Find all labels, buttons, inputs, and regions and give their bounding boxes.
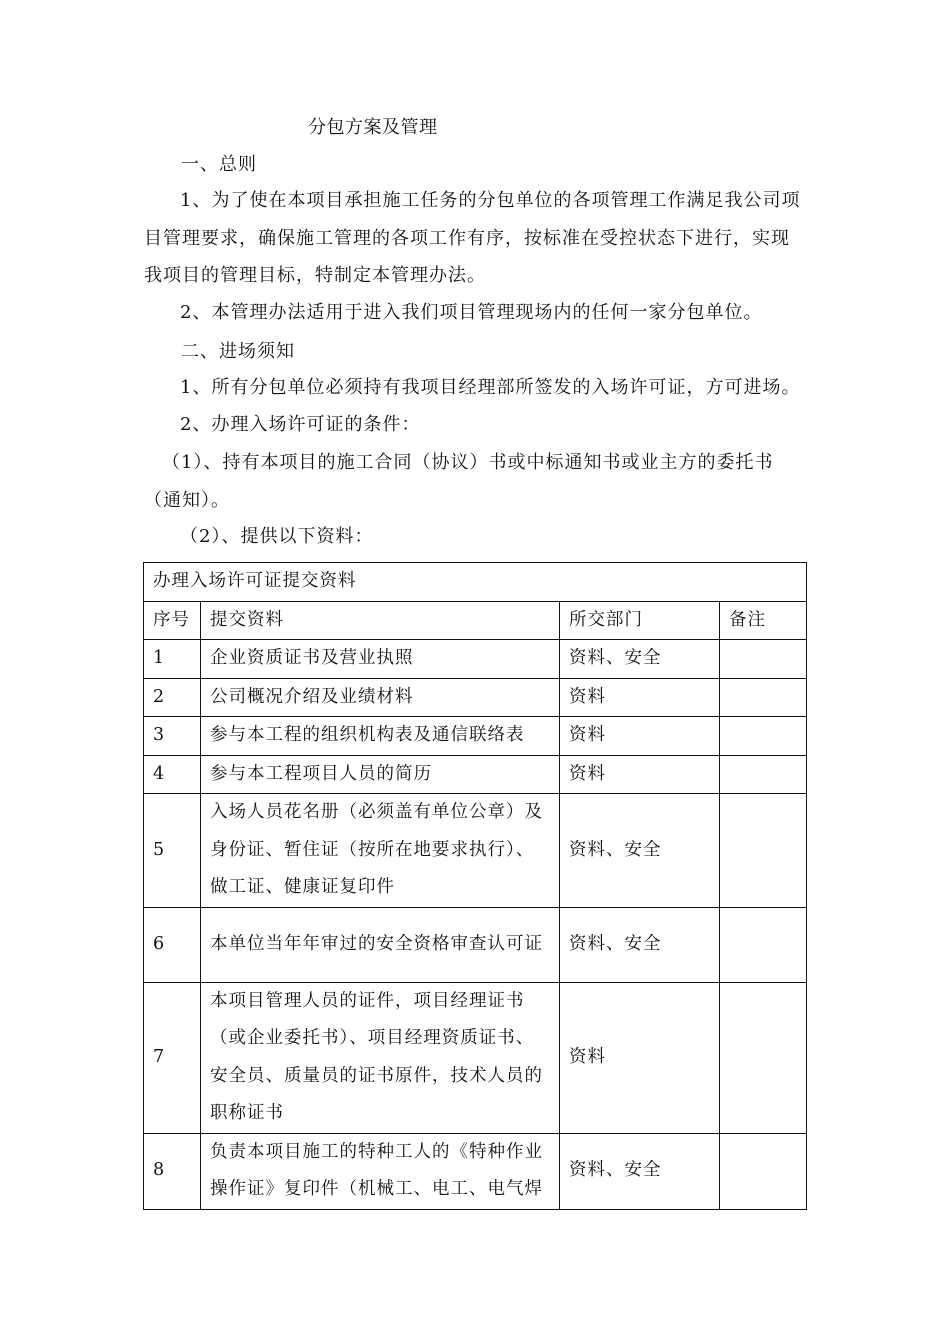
cell-note (720, 755, 807, 794)
submission-table (143, 562, 807, 1210)
cell-no: 6 (144, 907, 201, 982)
table-row (144, 717, 807, 756)
header-no: 序号 (144, 601, 201, 640)
table-caption-row (144, 563, 807, 602)
header-note: 备注 (720, 601, 807, 640)
section-heading-entry: 二、进场须知 (181, 341, 295, 362)
cell-note (720, 678, 807, 717)
table-header-row (144, 601, 807, 640)
cell-item: 参与本工程项目人员的简历 (201, 755, 560, 794)
paragraph-scope: 2、本管理办法适用于进入我们项目管理现场内的任何一家分包单位。 (180, 302, 763, 323)
cell-dept: 资料、安全 (560, 907, 720, 982)
cell-no: 1 (144, 640, 201, 679)
cell-dept: 资料、安全 (560, 1133, 720, 1209)
cell-no: 7 (144, 982, 201, 1133)
paragraph-permit-required: 1、所有分包单位必须持有我项目经理部所签发的入场许可证，方可进场。 (180, 377, 801, 398)
header-dept: 所交部门 (560, 601, 720, 640)
paragraph-condition-1: （1）、持有本项目的施工合同（协议）书或中标通知书或业主方的委托书（通知）。 (144, 452, 774, 511)
cell-item: 公司概况介绍及业绩材料 (201, 678, 560, 717)
cell-note (720, 717, 807, 756)
section-heading-general: 一、总则 (181, 154, 257, 175)
cell-dept: 资料 (560, 678, 720, 717)
cell-dept: 资料 (560, 717, 720, 756)
cell-item: 入场人员花名册（必须盖有单位公章）及身份证、暂住证（按所在地要求执行）、做工证、健康证复印件 (201, 794, 560, 908)
cell-dept: 资料、安全 (560, 794, 720, 908)
cell-note (720, 1133, 807, 1209)
table-row (144, 755, 807, 794)
cell-note (720, 982, 807, 1133)
cell-item: 企业资质证书及营业执照 (201, 640, 560, 679)
cell-dept: 资料、安全 (560, 640, 720, 679)
cell-no: 5 (144, 794, 201, 908)
cell-item: 本单位当年年审过的安全资格审查认可证 (201, 907, 560, 982)
cell-no: 8 (144, 1133, 201, 1209)
paragraph-condition-2: （2）、提供以下资料： (180, 526, 374, 547)
table-row (144, 640, 807, 679)
cell-no: 3 (144, 717, 201, 756)
paragraph-permit-conditions: 2、办理入场许可证的条件： (180, 414, 421, 435)
cell-item: 负责本项目施工的特种工人的《特种作业操作证》复印件（机械工、电工、电气焊 (201, 1133, 560, 1209)
cell-no: 2 (144, 678, 201, 717)
cell-dept: 资料 (560, 755, 720, 794)
table-row (144, 1133, 807, 1209)
table-row (144, 794, 807, 908)
cell-item: 本项目管理人员的证件，项目经理证书（或企业委托书）、项目经理资质证书、安全员、质量员的证书原件，技术人员的职称证书 (201, 982, 560, 1133)
table-caption: 办理入场许可证提交资料 (144, 563, 807, 602)
cell-dept: 资料 (560, 982, 720, 1133)
table-row (144, 907, 807, 982)
cell-item: 参与本工程的组织机构表及通信联络表 (201, 717, 560, 756)
cell-note (720, 640, 807, 679)
table-row (144, 678, 807, 717)
table-row (144, 982, 807, 1133)
document-title: 分包方案及管理 (308, 117, 438, 138)
header-item: 提交资料 (201, 601, 560, 640)
cell-note (720, 907, 807, 982)
cell-note (720, 794, 807, 908)
cell-no: 4 (144, 755, 201, 794)
paragraph-purpose: 1、为了使在本项目承担施工任务的分包单位的各项管理工作满足我公司项目管理要求，确保施工管理的各项工作有序，按标准在受控状态下进行，实现我项目的管理目标，特制定本管理办法。 (144, 190, 801, 286)
